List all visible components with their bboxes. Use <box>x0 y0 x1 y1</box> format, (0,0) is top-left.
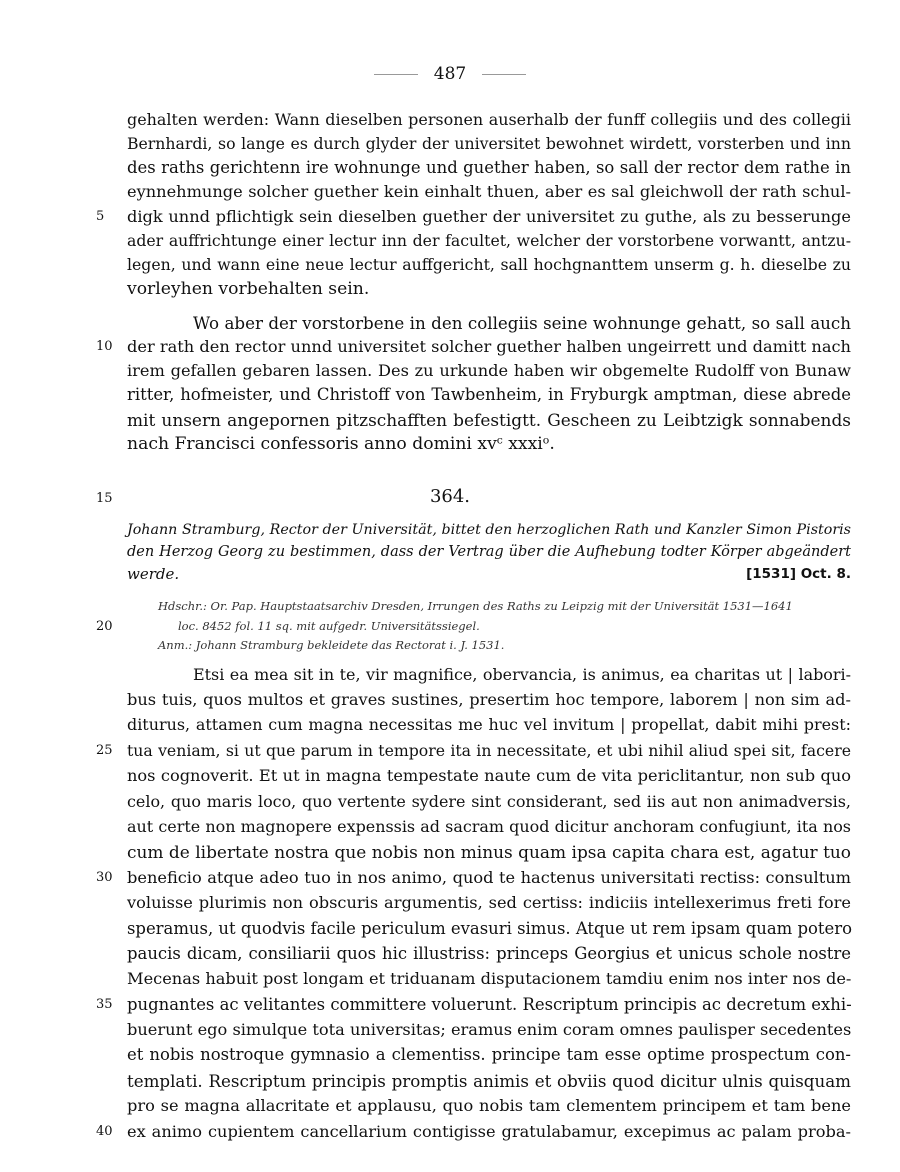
text-line: tua veniam, si ut que parum in tempore ita in necessitate, et ubi nihil aliud spei sit, facere <box>127 741 851 760</box>
line-number: 25 <box>96 743 113 758</box>
line-number: 20 <box>96 619 113 634</box>
line-number: 30 <box>96 870 113 885</box>
text-line: templati. Rescriptum principis promptis animis et obviis quod dicitur ulnis quisquam <box>127 1071 851 1091</box>
text-line: beneficio atque adeo tuo in nos animo, quod te hactenus universitati rectiss: consultum <box>127 868 851 887</box>
text-line: digk unnd pflichtigk sein dieselben guether der universitet zu guthe, als zu besserunge <box>127 207 851 226</box>
text-line: nach Francisci confessoris anno domini xvᶜ xxxiᵒ. <box>127 434 555 454</box>
line-number: 5 <box>96 209 105 224</box>
line-number: 15 <box>96 491 113 506</box>
document-number: 364. <box>429 486 471 507</box>
text-line: cum de libertate nostra que nobis non minus quam ipsa capita chara est, agatur tuo <box>127 842 851 862</box>
text-line: des raths gerichtenn ire wohnunge und guether haben, so sall der rector dem rathe in <box>127 158 851 177</box>
annotation-note: Anm.: Johann Stramburg bekleidete das Rectorat i. J. 1531. <box>158 638 505 652</box>
text-line: Etsi ea mea sit in te, vir magnifice, obervancia, is animus, ea charitas ut | labori- <box>193 665 851 684</box>
text-line: bus tuis, quos multos et graves sustines, presertim hoc tempore, laborem | non sim ad- <box>127 690 851 709</box>
text-line: buerunt ego simulque tota universitas; eramus enim coram omnes paulisper secedentes <box>127 1020 852 1039</box>
text-line: speramus, ut quodvis facile periculum evasuri simus. Atque ut rem ipsam quam potero <box>127 919 852 938</box>
source-note: loc. 8452 fol. 11 sq. mit aufgedr. Universitätssiegel. <box>178 619 480 633</box>
text-line: voluisse plurimis non obscuris argumentis, sed certiss: indiciis intellexerimus freti fore <box>127 893 851 912</box>
text-line: diturus, attamen cum magna necessitas me huc vel invitum | propellat, dabit mihi prest: <box>127 715 851 734</box>
heading-line-end: werde. <box>127 565 180 583</box>
line-number: 40 <box>96 1124 113 1139</box>
text-line: nos cognoverit. Et ut in magna tempestate naute cum de vita periclitantur, non sub quo <box>127 766 851 785</box>
header-rule-right <box>482 74 526 75</box>
text-line: der rath den rector unnd universitet solcher guether halben ungeirrett und damitt nach <box>127 337 851 356</box>
text-line: vorleyhen vorbehalten sein. <box>127 279 370 299</box>
text-line: paucis dicam, consiliarii quos hic illustriss: princeps Georgius et unicus schole nostre <box>127 944 851 963</box>
text-line: ritter, hofmeister, und Christoff von Tawbenheim, in Fryburgk amptman, diese abrede <box>127 385 851 404</box>
text-line: pugnantes ac velitantes committere voluerunt. Rescriptum principis ac decretum exhi- <box>127 995 852 1014</box>
text-line: gehalten werden: Wann dieselben personen auserhalb der funff collegiis und des collegii <box>127 110 851 129</box>
document-date: [1531] Oct. 8. <box>746 566 851 582</box>
text-line: legen, und wann eine neue lectur auffgericht, sall hochgnanttem unserm g. h. dieselbe zu <box>127 255 851 274</box>
line-number: 35 <box>96 997 113 1012</box>
line-number: 10 <box>96 339 113 354</box>
heading-line: Johann Stramburg, Rector der Universität, bittet den herzoglichen Rath und Kanzler Simon Pistoris <box>127 522 851 538</box>
text-line: celo, quo maris loco, quo vertente sydere sint considerant, sed iis aut non animadversis, <box>127 792 851 811</box>
page-number: 487 <box>433 64 467 84</box>
page-header <box>0 64 900 84</box>
text-line: et nobis nostroque gymnasio a clementiss. principe tam esse optime prospectum con- <box>127 1045 851 1064</box>
text-line: ex animo cupientem cancellarium contigisse gratulabamur, excepimus ac palam proba- <box>127 1122 851 1141</box>
text-line: ader auffrichtunge einer lectur inn der facultet, welcher der vorstorbene vorwantt, antzu- <box>127 231 851 250</box>
text-line: mit unsern angepornen pitzschafften befestigtt. Gescheen zu Leibtzigk sonnabends <box>127 410 851 430</box>
text-line: aut certe non magnopere expenssis ad sacram quod dicitur anchoram confugiunt, ita nos <box>127 817 851 836</box>
text-line: Bernhardi, so lange es durch glyder der universitet bewohnet wirdett, vorsterben und inn <box>127 134 851 153</box>
text-line: irem gefallen gebaren lassen. Des zu urkunde haben wir obgemelte Rudolff von Bunaw <box>127 361 851 380</box>
source-note: Hdschr.: Or. Pap. Hauptstaatsarchiv Dresden, Irrungen des Raths zu Leipzig mit der Universität 1531—1641 <box>158 599 793 613</box>
text-line: Mecenas habuit post longam et triduanam disputacionem tamdiu enim nos inter nos de- <box>127 969 852 988</box>
text-line: eynnehmunge solcher guether kein einhalt thuen, aber es sal gleichwoll der rath schul- <box>127 182 851 201</box>
header-rule-left <box>374 74 418 75</box>
text-line: Wo aber der vorstorbene in den collegiis seine wohnunge gehatt, so sall auch <box>193 313 851 333</box>
heading-line: den Herzog Georg zu bestimmen, dass der Vertrag über die Aufhebung todter Körper abgeändert <box>127 544 851 560</box>
text-line: pro se magna allacritate et applausu, quo nobis tam clementem principem et tam bene <box>127 1096 851 1115</box>
heading-line <box>127 563 851 585</box>
